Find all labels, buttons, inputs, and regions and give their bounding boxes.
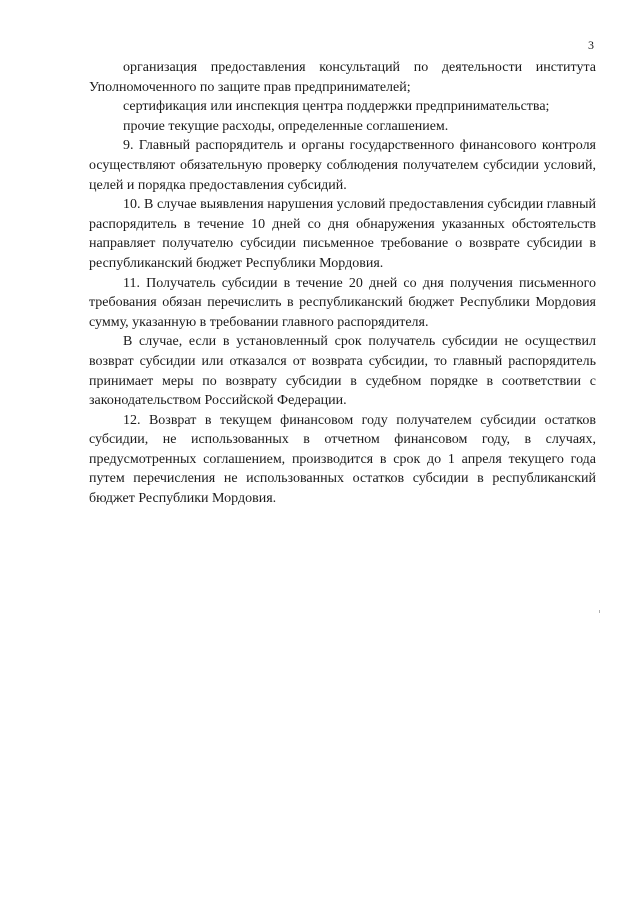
page-number: 3 (588, 38, 594, 52)
paragraph-other-expenses: прочие текущие расходы, определенные соглашением. (123, 118, 449, 134)
scan-speck (599, 610, 600, 613)
document-body (89, 58, 596, 509)
paragraph-clause-9: 9. Главный распорядитель и органы государственного финансового контроля осуществляют обязательную проверку соблюдения получателем субсидии условий, целей и порядка предоставления субсидий. (89, 138, 596, 193)
paragraph-consultations: организация предоставления консультаций по деятельности института Уполномоченного по защите прав предпринимателей; (89, 60, 596, 95)
paragraph-clause-12: 12. Возврат в текущем финансовом году получателем субсидии остатков субсидии, не использованных в отчетном финансовом году, в случаях, предусмотренных соглашением, производится в срок до 1 апреля текущего года путем перечисления не использованных остатков субсидии в республиканский бюджет Республики Мордовия. (89, 412, 596, 507)
paragraph-clause-11: 11. Получатель субсидии в течение 20 дней со дня получения письменного требования обязан перечислить в республиканский бюджет Республики Мордовия сумму, указанную в требовании главного распорядителя. (89, 275, 596, 330)
paragraph-certification: сертификация или инспекция центра поддержки предпринимательства; (123, 99, 550, 115)
paragraph-refusal-case: В случае, если в установленный срок получатель субсидии не осуществил возврат субсидии или отказался от возврата субсидии, то главный распорядитель принимает меры по возврату субсидии в судебном порядке в соответствии с законодательством Российской Федерации. (89, 334, 596, 409)
paragraph-clause-10: 10. В случае выявления нарушения условий предоставления субсидии главный распорядитель в течение 10 дней со дня обнаружения указанных обстоятельств направляет получателю субсидии письменное требование о возврате субсидии в республиканский бюджет Республики Мордовия. (89, 197, 596, 271)
